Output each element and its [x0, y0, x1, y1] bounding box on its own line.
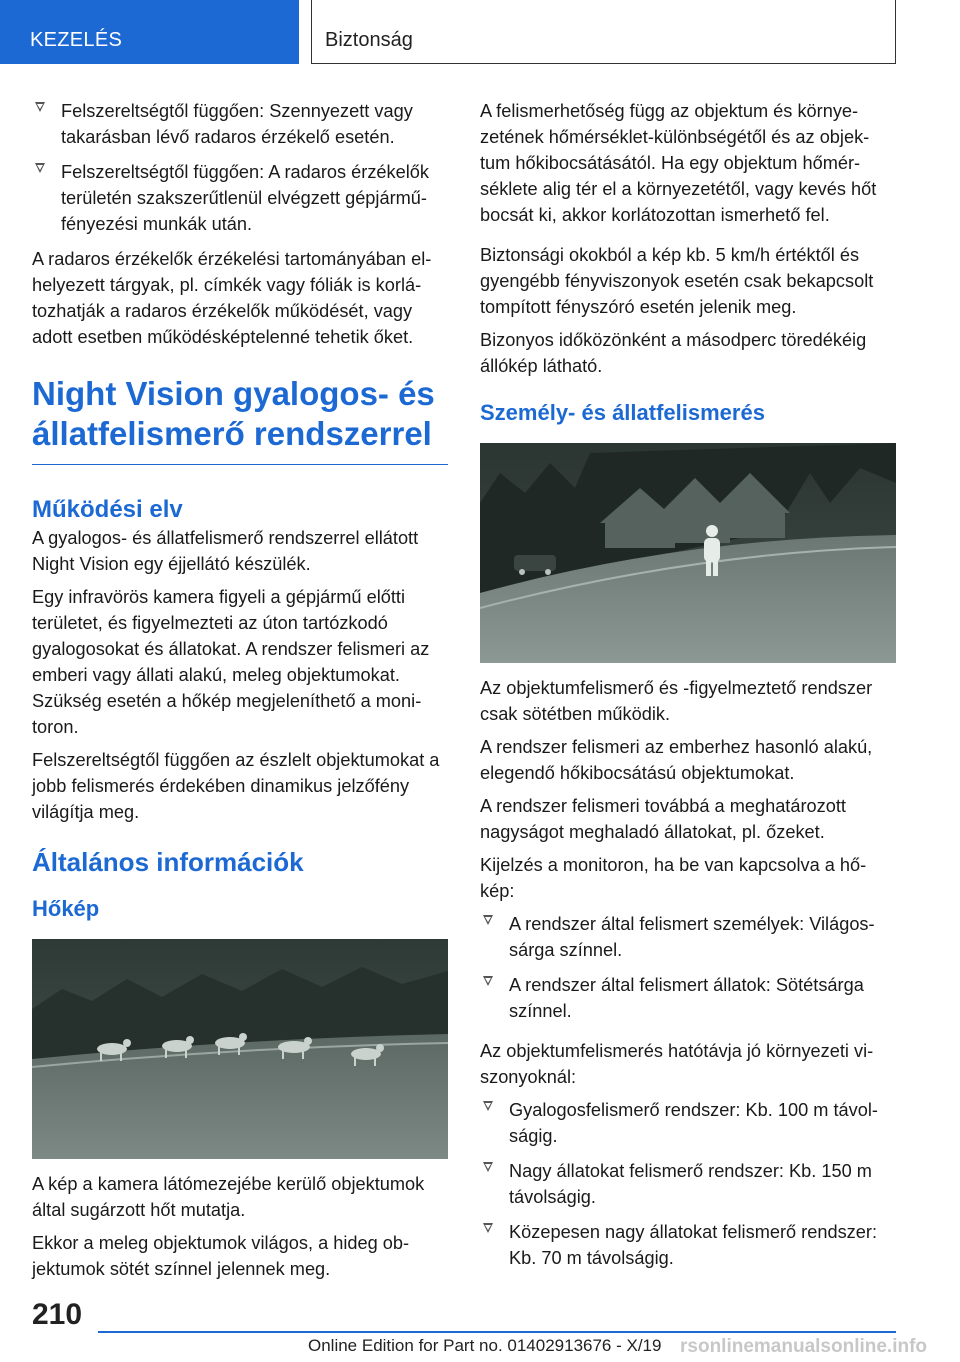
paragraph: A radaros érzékelők érzékelési tartományában el-helyezett tárgyak, pl. címkék vagy fóliák is korlá-tozhatják a radaros érzékelők működését, vagy adott esetben működésképtelenné tehetik őket. — [32, 249, 432, 347]
triangle-bullet-icon — [483, 1162, 493, 1172]
list-item — [480, 972, 896, 1024]
paragraph: Az objektumfelismerő és -figyelmeztető rendszer csak sötétben működik. — [480, 678, 873, 724]
paragraph: A kép a kamera látómezejébe kerülő objektumok által sugárzott hőt mutatja. — [32, 1174, 425, 1220]
list-item-text: Felszereltségtől függően: A radaros érzékelők területén szakszerűtlenül elvégzett gépjármű-fényezési munkák után. — [61, 162, 430, 234]
list-item — [480, 1097, 896, 1149]
paragraph: A rendszer felismeri az emberhez hasonló alakú, elegendő hőkibocsátású objektumokat. — [480, 737, 873, 783]
triangle-bullet-icon — [483, 1101, 493, 1111]
list-item-text: Közepesen nagy állatokat felismerő rendszer: Kb. 70 m távolságig. — [509, 1222, 877, 1268]
page-number: 210 — [32, 1298, 83, 1331]
footer-edition: Online Edition for Part no. 01402913676 - X/19 — [308, 1336, 662, 1355]
left-column — [32, 98, 448, 1289]
paragraph: Bizonyos időközönként a másodperc töredékéig állókép látható. — [480, 330, 867, 376]
paragraph: A gyalogos- és állatfelismerő rendszerrel ellátott Night Vision egy éjjellátó készülék. — [32, 528, 419, 574]
list-item — [32, 98, 448, 150]
watermark: rsonlinemanualsonline.info — [680, 1336, 928, 1357]
triangle-bullet-icon — [35, 102, 45, 112]
paragraph: Ekkor a meleg objektumok világos, a hideg ob-jektumok sötét színnel jelennek meg. — [32, 1233, 410, 1279]
header-section-label: KEZELÉS — [30, 29, 123, 51]
header-chapter-label: Biztonság — [325, 29, 413, 51]
thermal-image-pedestrian — [480, 443, 896, 663]
paragraph: Az objektumfelismerés hatótávja jó környezeti vi-szonyoknál: — [480, 1041, 874, 1087]
list-item — [32, 159, 448, 237]
footer-divider — [98, 1331, 896, 1333]
header-chapter-box — [311, 0, 896, 64]
triangle-bullet-icon — [483, 1223, 493, 1233]
triangle-bullet-icon — [35, 163, 45, 173]
right-column — [480, 98, 896, 1280]
thermal-image-animals — [32, 939, 448, 1159]
list-item-text: A rendszer által felismert személyek: Világos-sárga színnel. — [509, 914, 875, 960]
list-item-text: Felszereltségtől függően: Szennyezett vagy takarásban lévő radaros érzékelő esetén. — [61, 101, 413, 147]
paragraph: A felismerhetőség függ az objektum és környe-zetének hőmérséklet-különbségétől és az objek-tum hőkibocsátásától. Ha egy objektum hőmér-séklete alig tér el a környezetétől, vagy kevés hőt bocsát ki, akkor korlátozottan ismerhető fel. — [480, 101, 877, 225]
section-title: Night Vision gyalogos- és állatfelismerő rendszerrel — [32, 374, 448, 465]
header-section-tab — [0, 0, 299, 64]
list-item-text: Nagy állatokat felismerő rendszer: Kb. 150 m távolságig. — [509, 1161, 872, 1207]
paragraph: Felszereltségtől függően az észlelt objektumokat a jobb felismerés érdekében dinamikus jelzőfény világítja meg. — [32, 750, 440, 822]
heading-detection: Személy- és állatfelismerés — [480, 400, 765, 425]
heading-thermal: Hőkép — [32, 896, 100, 921]
heading-principle: Működési elv — [32, 496, 183, 523]
list-item-text: Gyalogosfelismerő rendszer: Kb. 100 m távol-ságig. — [509, 1100, 878, 1146]
heading-general: Általános információk — [32, 847, 304, 877]
triangle-bullet-icon — [483, 976, 493, 986]
list-item — [480, 911, 896, 963]
triangle-bullet-icon — [483, 915, 493, 925]
list-item-text: A rendszer által felismert állatok: Sötétsárga színnel. — [509, 975, 864, 1021]
list-item — [480, 1219, 896, 1271]
paragraph: Biztonsági okokból a kép kb. 5 km/h értéktől és gyengébb fényviszonyok esetén csak bekapcsolt tompított fényszóró esetén jelenik meg. — [480, 245, 874, 317]
list-item — [480, 1158, 896, 1210]
paragraph: Egy infravörös kamera figyeli a gépjármű előtti területet, és figyelmezteti az úton tartózkodó gyalogosokat és állatokat. A rendszer felismeri az emberi vagy állati alakú, meleg objektumokat. Szükség esetén a hőkép megjeleníthető a moni-toron. — [32, 587, 430, 737]
paragraph: A rendszer felismeri továbbá a meghatározott nagyságot meghaladó állatokat, pl. őzeket. — [480, 796, 846, 842]
paragraph: Kijelzés a monitoron, ha be van kapcsolva a hő-kép: — [480, 855, 867, 901]
